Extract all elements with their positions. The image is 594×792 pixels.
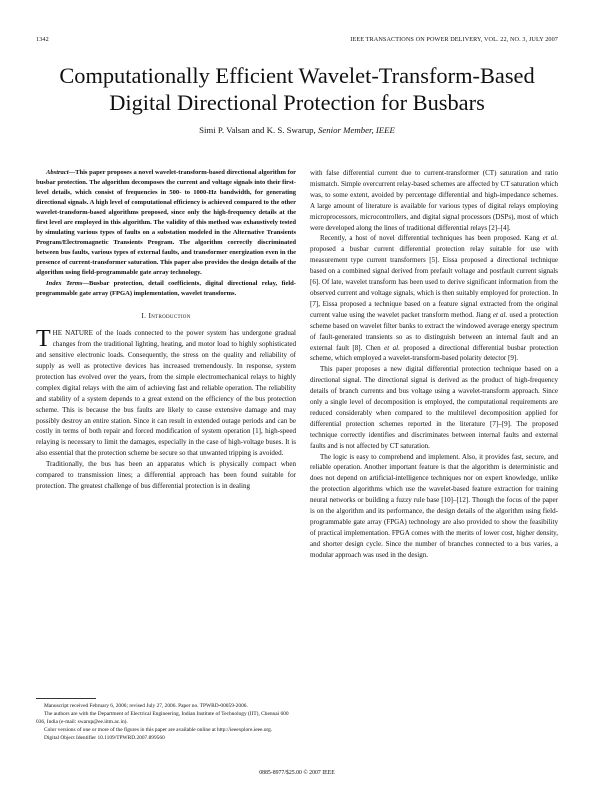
etal-3: et al.	[384, 343, 400, 352]
abstract	[36, 168, 296, 277]
index-terms	[36, 279, 296, 299]
para3-part-d: proposed a directional differential busbar protection scheme, which employed a wavelet-transform-based polarity detector [9].	[310, 343, 558, 363]
etal-1: et al.	[542, 234, 559, 243]
intro-paragraph-2-cont: with false differential current due to current-transformer (CT) saturation and ratio mismatch. Simple overcurrent relay-based schemes are affected by CT saturation which was, to some extent, avoided by percentage differential and high-impedance schemes. A large amount of literature is available for various types of digital relays employing microprocessors, microcontrollers, and digital signal processors (DSPs), most of which were developed along the lines of traditional differential relays [2]–[4].	[310, 169, 558, 232]
footnote-received: Manuscript received February 6, 2006; revised July 27, 2006. Paper no. TPWRD-00059-2006.	[44, 703, 248, 709]
intro-paragraph-5: The logic is easy to comprehend and implement. Also, it provides fast, secure, and reliable operation. Another important feature is that the algorithm is deterministic and does not depend on artificial-intelligence techniques nor on expert knowledge, unlike the protection algorithms which use the wavelet-based feature extraction for training neural networks or building a fuzzy rule base [10]–[12]. Though the focus of the paper is on the algorithm and its performance, the design details of the algorithm using field-programmable gate array (FPGA) technology are also provided to show the feasibility of practical implementation. FPGA comes with the merits of lower cost, higher density, and shorter design cycle. Since the number of branches connected to a bus varies, a modular approach was used in the design.	[310, 452, 558, 559]
para3-part-c: used a protection scheme based on wavelet filter banks to extract the windowed average energy spectrum of fault-generated transients so as to distinguish between an internal fault and an external fault [8]. Chen	[310, 310, 559, 352]
section-title: Introduction	[148, 311, 191, 321]
para3-part-b: proposed a busbar current differential protection relay suitable for use with measurement type current transformers [5]. Eissa proposed a directional technique based on a combined signal derived from prefault voltage and postfault current signals [6]. Of late, wavelet transform has been used to derive significant information from the observed current and voltage signals, which is then suitably employed for protection. In [7], Eissa proposed a technique based on a feature signal extracted from the original current value using the wavelet packet transform method. Jiang	[310, 245, 558, 319]
section-number: I.	[141, 311, 147, 321]
running-head	[36, 36, 558, 46]
intro-paragraph-1-text: HE NATURE of the loads connected to the power system has undergone gradual changes from the traditional lighting, heating, and motor load to highly sophisticated and sensitive electronic loads. Consequently, the stress on the quality and reliability of supply as well as protective devices has increased tremendously. In response, system protection has evolved over the years, from the simple electromechanical relays to highly complex digital relays with the aim of achieving fast and reliable operation. The reliability and stability of a system depends to a great extend on the efficiency of the bus protection scheme. This is because the bus faults are likely to cause extensive damage and may possibly destroy an entire station. Since it can result in extended outage periods and can be costly in terms of both repair and forced modification of system operation [1], high-speed relaying is necessary to limit the damages, especially in the case of high-voltage buses. It is also essential that the protection scheme be secure so that unwanted tripping is avoided.	[36, 329, 296, 458]
footnote-rule	[36, 698, 96, 699]
paper-title	[36, 62, 558, 116]
intro-paragraph-1	[36, 328, 296, 459]
abstract-text: —This paper proposes a novel wavelet-transform-based directional algorithm for busbar protection. The algorithm decomposes the current and voltage signals into their first-level details, which consist of frequencies in 500- to 1000-Hz bandwidth, for generating directional signals. A high level of computational efficiency is achieved compared to the other wavelet-transform-based algorithms proposed, since only the high-frequency details at the first level are employed in this algorithm. The validity of this method was exhaustively tested by simulating various types of faults on a substation modeled in the Alternative Transients Program/Electromagnetic Transients Program. The algorithm correctly discriminated between bus faults, various types of external faults, and transformer energization even in the presence of current-transformer saturation. This paper also provides the design details of the algorithm using field-programmable gate array technology.	[36, 169, 296, 276]
title-line-2: Digital Directional Protection for Busbars	[109, 90, 485, 115]
para3-part-a: Recently, a host of novel differential techniques has been proposed. Kang	[320, 234, 543, 243]
title-line-1: Computationally Efficient Wavelet-Transform-Based	[59, 63, 535, 88]
right-column	[310, 168, 558, 561]
author-line	[36, 125, 558, 135]
index-terms-label: Index Terms	[46, 280, 83, 288]
author-role: Senior Member, IEEE	[317, 125, 395, 135]
abstract-label: Abstract	[46, 169, 69, 176]
footnote-color: Color versions of one or more of the figures in this paper are available online at http://ieeexplore.ieee.org.	[44, 727, 273, 734]
copyright-footer: 0885-8977/$25.00 © 2007 IEEE	[259, 770, 335, 776]
page-number: 1342	[36, 36, 49, 43]
left-column	[36, 168, 296, 492]
section-heading	[36, 311, 296, 322]
intro-paragraph-3	[310, 233, 558, 364]
intro-paragraph-2: Traditionally, the bus has been an apparatus which is physically compact when compared to transmission lines; a differential approach has been found suitable for protection. The greatest challenge of bus differential protection is in dealing	[36, 460, 296, 490]
etal-2: et al.	[492, 310, 508, 319]
footnote-authors: The authors are with the Department of Electrical Engineering, Indian Institute of Technology (IIT), Chennai 600 036, India (e-mail: swarup@ee.iitm.ac.in).	[36, 711, 289, 726]
journal-citation: IEEE TRANSACTIONS ON POWER DELIVERY, VOL. 22, NO. 3, JULY 2007	[350, 36, 558, 43]
author-names: Simi P. Valsan and K. S. Swarup,	[199, 125, 316, 135]
footnotes	[36, 698, 296, 742]
intro-paragraph-4: This paper proposes a new digital differential protection technique based on a directional signal. The directional signal is derived as the product of high-frequency details of branch currents and bus voltage using a wavelet-transform approach. Since only a single level of decomposition is employed, the computational requirements are reduced considerably when compared to the multilevel decomposition applied for differential protection schemes reported in the literature [7]–[9]. The proposed technique correctly identifies and discriminates between internal faults and external faults and is not affected by CT saturation.	[310, 365, 558, 450]
index-terms-text: —Busbar protection, detail coefficients, digital directional relay, field-programmable gate array (FPGA) implementation, wavelet transforms.	[36, 280, 296, 298]
footnote-doi: Digital Object Identifier 10.1109/TPWRD.2007.899560	[44, 735, 165, 742]
drop-cap: T	[36, 326, 51, 353]
